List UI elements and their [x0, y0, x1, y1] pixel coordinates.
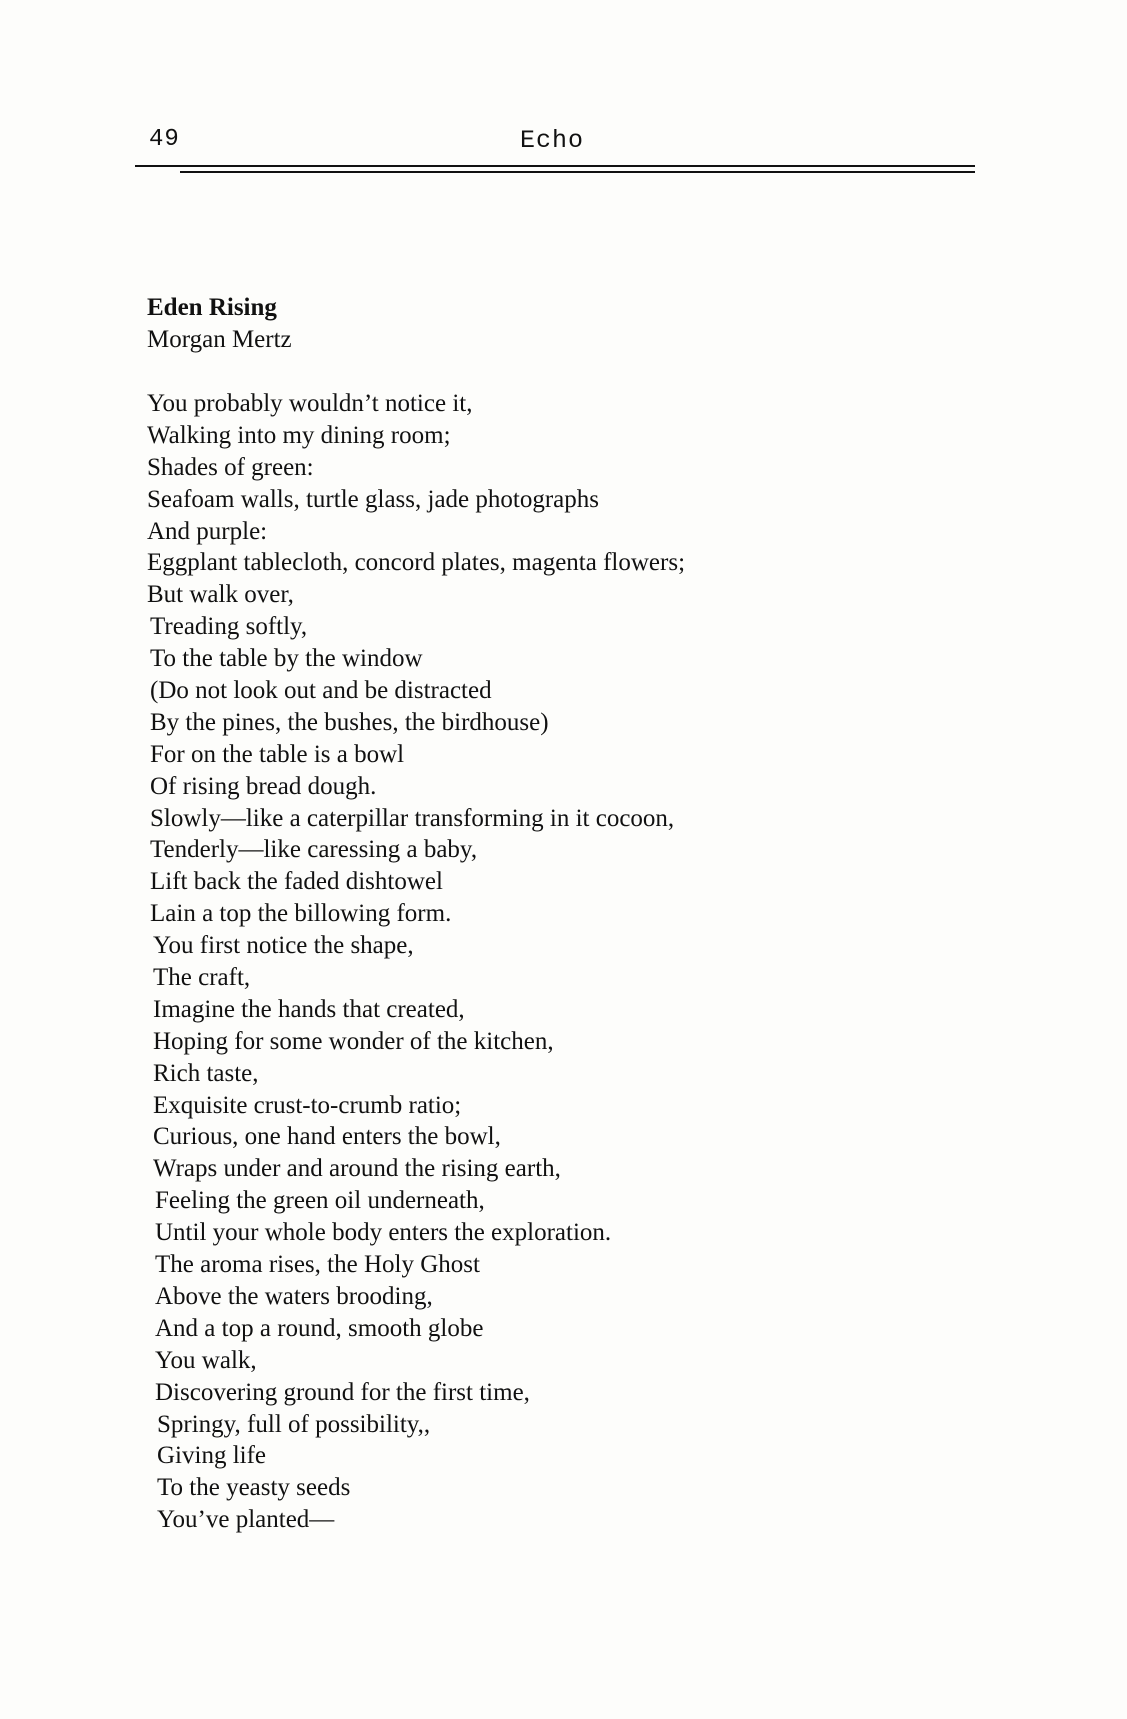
- poem-line: Lift back the faded dishtowel: [150, 868, 443, 896]
- poem-line: You walk,: [155, 1346, 257, 1374]
- poem-line: The aroma rises, the Holy Ghost: [155, 1251, 480, 1279]
- header-rule-bottom: [180, 171, 975, 173]
- poem-line: Imagine the hands that created,: [153, 995, 465, 1023]
- poem-line: And a top a round, smooth globe: [155, 1314, 484, 1342]
- poem-line: But walk over,: [147, 581, 294, 609]
- poem-line: You first notice the shape,: [153, 932, 414, 960]
- poem-line: And purple:: [147, 517, 268, 545]
- poem-lines: [147, 388, 967, 1536]
- poem-line: To the yeasty seeds: [157, 1474, 351, 1502]
- poem-line: (Do not look out and be distracted: [150, 677, 492, 705]
- poem-line: By the pines, the bushes, the birdhouse): [150, 708, 549, 736]
- poem-line: Of rising bread dough.: [150, 772, 377, 800]
- poem-line: Seafoam walls, turtle glass, jade photographs: [147, 485, 599, 513]
- poem-line: Rich taste,: [153, 1059, 259, 1087]
- poem-line: You probably wouldn’t notice it,: [147, 390, 473, 417]
- poem-line: You’ve planted—: [157, 1506, 335, 1534]
- poem-line: Until your whole body enters the exploration.: [155, 1219, 612, 1247]
- poem-line: Lain a top the billowing form.: [150, 900, 452, 928]
- running-header: [135, 126, 975, 166]
- poem-line: Walking into my dining room;: [147, 421, 451, 449]
- poem-line: Springy, full of possibility,,: [157, 1410, 431, 1438]
- poem-line: Giving life: [157, 1442, 267, 1470]
- poem-line: Exquisite crust-to-crumb ratio;: [153, 1091, 462, 1119]
- header-rule-top: [135, 165, 975, 167]
- poem-line: The craft,: [153, 964, 251, 992]
- poem-line: Wraps under and around the rising earth,: [153, 1155, 561, 1183]
- poem-line: Feeling the green oil underneath,: [155, 1187, 485, 1215]
- poem-line: Slowly—like a caterpillar transforming in it cocoon,: [150, 804, 675, 832]
- poem-line: Curious, one hand enters the bowl,: [153, 1123, 501, 1151]
- poem-line: To the table by the window: [150, 645, 423, 673]
- poem-line: Hoping for some wonder of the kitchen,: [153, 1027, 554, 1055]
- poem-line: Shades of green:: [147, 453, 314, 481]
- poem-line: Eggplant tablecloth, concord plates, magenta flowers;: [147, 549, 686, 577]
- poem-title: Eden Rising: [147, 294, 277, 321]
- poem-line: Discovering ground for the first time,: [155, 1378, 530, 1406]
- poem-line: Treading softly,: [150, 613, 308, 641]
- poem-line: For on the table is a bowl: [150, 740, 405, 768]
- page-number: 49: [149, 126, 180, 153]
- poem-line: Tenderly—like caressing a baby,: [150, 836, 478, 864]
- poem-author: Morgan Mertz: [147, 326, 292, 353]
- poem-block: [147, 292, 967, 1536]
- running-title: Echo: [520, 126, 585, 155]
- poem-line: Above the waters brooding,: [155, 1282, 433, 1310]
